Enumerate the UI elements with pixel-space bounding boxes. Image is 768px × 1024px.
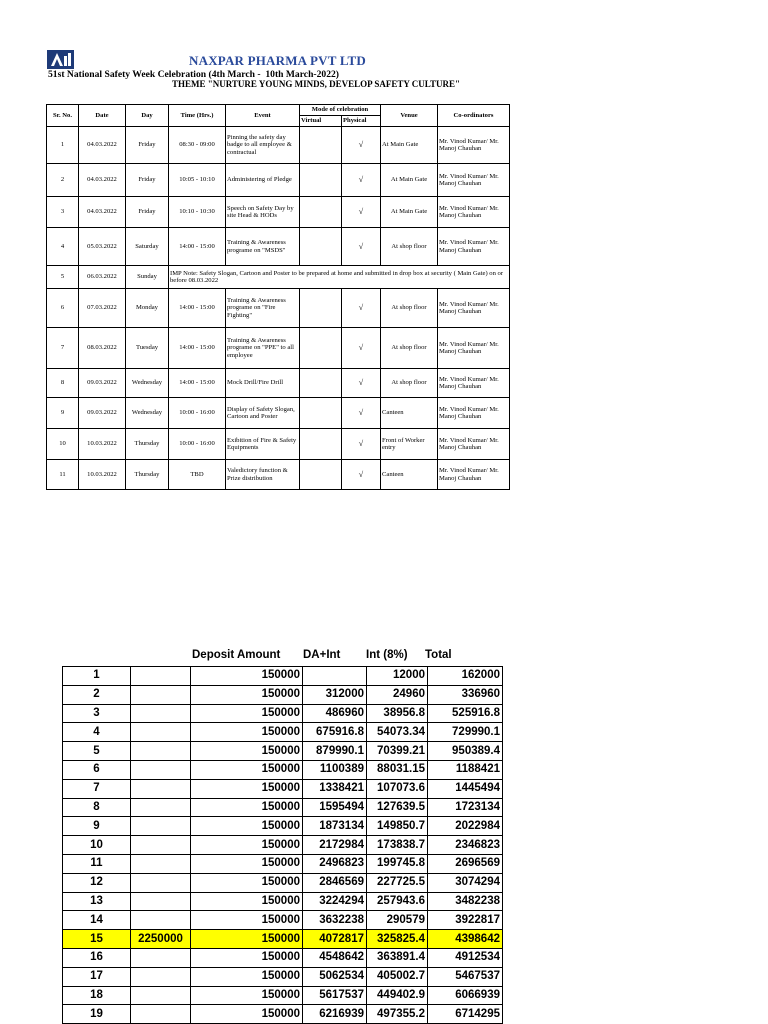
deposit-amount-cell: 150000 <box>191 779 303 798</box>
schedule-row <box>47 289 510 328</box>
extra-amount-cell <box>131 742 191 761</box>
interest-cell: 173838.7 <box>367 836 428 855</box>
time-cell: 10:00 - 16:00 <box>169 429 226 460</box>
sr-no-cell: 11 <box>47 460 79 490</box>
virtual-cell <box>300 328 342 369</box>
header-da-int: DA+Int <box>303 649 341 661</box>
da-int-cell: 4072817 <box>303 930 367 949</box>
deposit-amount-cell: 150000 <box>191 836 303 855</box>
deposit-amount-cell: 150000 <box>191 1005 303 1024</box>
time-cell: 10:00 - 16:00 <box>169 398 226 429</box>
sr-no-cell: 3 <box>47 197 79 228</box>
virtual-cell <box>300 164 342 197</box>
deposit-row <box>63 760 503 779</box>
deposit-row <box>63 779 503 798</box>
time-cell: 14:00 - 15:00 <box>169 328 226 369</box>
physical-check-cell: √ <box>342 289 381 328</box>
total-cell: 950389.4 <box>428 742 503 761</box>
venue-cell: At Main Gate <box>381 164 438 197</box>
sr-no-cell: 6 <box>47 289 79 328</box>
venue-cell: At Main Gate <box>381 197 438 228</box>
da-int-cell: 3632238 <box>303 911 367 930</box>
coordinators-cell: Mr. Vinod Kumar/ Mr. Manoj Chauhan <box>438 460 510 490</box>
interest-cell: 497355.2 <box>367 1005 428 1024</box>
da-int-cell: 2496823 <box>303 854 367 873</box>
schedule-row <box>47 127 510 164</box>
sr-no-cell: 5 <box>47 266 79 289</box>
time-cell: 10:10 - 10:30 <box>169 197 226 228</box>
schedule-row <box>47 164 510 197</box>
interest-cell: 405002.7 <box>367 967 428 986</box>
deposit-row <box>63 798 503 817</box>
date-cell: 04.03.2022 <box>79 127 126 164</box>
physical-check-cell: √ <box>342 398 381 429</box>
total-cell: 3074294 <box>428 873 503 892</box>
deposit-row <box>63 873 503 892</box>
interest-cell: 54073.34 <box>367 723 428 742</box>
row-number-cell: 17 <box>63 967 131 986</box>
venue-cell: At shop floor <box>381 228 438 266</box>
schedule-row <box>47 460 510 490</box>
deposit-row <box>63 1005 503 1024</box>
deposit-body <box>63 667 503 1024</box>
schedule-row <box>47 429 510 460</box>
coordinators-cell: Mr. Vinod Kumar/ Mr. Manoj Chauhan <box>438 429 510 460</box>
naxpar-logo-icon <box>47 50 74 69</box>
deposit-amount-cell: 150000 <box>191 873 303 892</box>
da-int-cell: 1100389 <box>303 760 367 779</box>
interest-cell: 227725.5 <box>367 873 428 892</box>
deposit-row <box>63 742 503 761</box>
coordinators-cell: Mr. Vinod Kumar/ Mr. Manoj Chauhan <box>438 164 510 197</box>
coordinators-cell: Mr. Vinod Kumar/ Mr. Manoj Chauhan <box>438 127 510 164</box>
da-int-cell <box>303 667 367 686</box>
header-interest: Int (8%) <box>366 649 408 661</box>
deposit-row <box>63 911 503 930</box>
extra-amount-cell <box>131 836 191 855</box>
deposit-amount-cell: 150000 <box>191 986 303 1005</box>
virtual-cell <box>300 197 342 228</box>
date-cell: 09.03.2022 <box>79 398 126 429</box>
row-number-cell: 13 <box>63 892 131 911</box>
interest-cell: 70399.21 <box>367 742 428 761</box>
deposit-amount-cell: 150000 <box>191 723 303 742</box>
date-cell: 10.03.2022 <box>79 460 126 490</box>
deposit-row <box>63 667 503 686</box>
physical-check-cell: √ <box>342 197 381 228</box>
interest-cell: 149850.7 <box>367 817 428 836</box>
time-cell: 08:30 - 09:00 <box>169 127 226 164</box>
date-cell: 10.03.2022 <box>79 429 126 460</box>
event-cell: Exibition of Fire & Safety Equipments <box>226 429 300 460</box>
extra-amount-cell <box>131 779 191 798</box>
venue-cell: At shop floor <box>381 369 438 398</box>
extra-amount-cell: 2250000 <box>131 930 191 949</box>
total-cell: 162000 <box>428 667 503 686</box>
total-cell: 3482238 <box>428 892 503 911</box>
header-sr-no: Sr. No. <box>47 105 79 127</box>
deposit-amount-cell: 150000 <box>191 930 303 949</box>
extra-amount-cell <box>131 967 191 986</box>
virtual-cell <box>300 369 342 398</box>
venue-cell: At shop floor <box>381 289 438 328</box>
sr-no-cell: 8 <box>47 369 79 398</box>
time-cell: 14:00 - 15:00 <box>169 289 226 328</box>
deposit-amount-cell: 150000 <box>191 892 303 911</box>
physical-check-cell: √ <box>342 369 381 398</box>
extra-amount-cell <box>131 873 191 892</box>
time-cell: 10:05 - 10:10 <box>169 164 226 197</box>
da-int-cell: 5062534 <box>303 967 367 986</box>
sr-no-cell: 10 <box>47 429 79 460</box>
deposit-amount-cell: 150000 <box>191 817 303 836</box>
venue-cell: Canteen <box>381 398 438 429</box>
da-int-cell: 486960 <box>303 704 367 723</box>
deposit-amount-cell: 150000 <box>191 911 303 930</box>
interest-cell: 24960 <box>367 685 428 704</box>
date-cell: 09.03.2022 <box>79 369 126 398</box>
header-coordinators: Co-ordinators <box>438 105 510 127</box>
schedule-row <box>47 369 510 398</box>
row-number-cell: 12 <box>63 873 131 892</box>
deposit-amount-cell: 150000 <box>191 704 303 723</box>
interest-cell: 88031.15 <box>367 760 428 779</box>
da-int-cell: 312000 <box>303 685 367 704</box>
venue-cell: At shop floor <box>381 328 438 369</box>
row-number-cell: 9 <box>63 817 131 836</box>
physical-check-cell: √ <box>342 228 381 266</box>
day-cell: Wednesday <box>126 398 169 429</box>
interest-cell: 199745.8 <box>367 854 428 873</box>
event-cell: Display of Safety Slogan, Cartoon and Poster <box>226 398 300 429</box>
schedule-body <box>47 127 510 490</box>
safety-week-schedule-table <box>46 104 510 490</box>
deposit-row <box>63 836 503 855</box>
virtual-cell <box>300 228 342 266</box>
extra-amount-cell <box>131 911 191 930</box>
row-number-cell: 15 <box>63 930 131 949</box>
physical-check-cell: √ <box>342 164 381 197</box>
da-int-cell: 1338421 <box>303 779 367 798</box>
extra-amount-cell <box>131 704 191 723</box>
interest-cell: 107073.6 <box>367 779 428 798</box>
physical-check-cell: √ <box>342 127 381 164</box>
interest-cell: 12000 <box>367 667 428 686</box>
deposit-table <box>62 666 503 1024</box>
da-int-cell: 879990.1 <box>303 742 367 761</box>
row-number-cell: 19 <box>63 1005 131 1024</box>
physical-check-cell: √ <box>342 429 381 460</box>
extra-amount-cell <box>131 667 191 686</box>
header-deposit-amount: Deposit Amount <box>192 649 281 661</box>
row-number-cell: 11 <box>63 854 131 873</box>
event-cell: Training & Awareness programe on "PPE" to all employee <box>226 328 300 369</box>
total-cell: 1723134 <box>428 798 503 817</box>
row-number-cell: 10 <box>63 836 131 855</box>
da-int-cell: 2846569 <box>303 873 367 892</box>
coordinators-cell: Mr. Vinod Kumar/ Mr. Manoj Chauhan <box>438 398 510 429</box>
day-cell: Friday <box>126 197 169 228</box>
sr-no-cell: 2 <box>47 164 79 197</box>
time-cell: 14:00 - 15:00 <box>169 369 226 398</box>
total-cell: 2696569 <box>428 854 503 873</box>
extra-amount-cell <box>131 1005 191 1024</box>
header-time: Time (Hrs.) <box>169 105 226 127</box>
row-number-cell: 4 <box>63 723 131 742</box>
extra-amount-cell <box>131 798 191 817</box>
interest-cell: 38956.8 <box>367 704 428 723</box>
interest-cell: 127639.5 <box>367 798 428 817</box>
day-cell: Saturday <box>126 228 169 266</box>
event-cell: Speech on Safety Day by site Head & HODs <box>226 197 300 228</box>
total-cell: 6714295 <box>428 1005 503 1024</box>
total-cell: 2022984 <box>428 817 503 836</box>
date-cell: 07.03.2022 <box>79 289 126 328</box>
date-cell: 06.03.2022 <box>79 266 126 289</box>
total-cell: 4912534 <box>428 948 503 967</box>
row-number-cell: 8 <box>63 798 131 817</box>
virtual-cell <box>300 429 342 460</box>
row-number-cell: 14 <box>63 911 131 930</box>
event-cell: Pinning the safety day badge to all employee & contractual <box>226 127 300 164</box>
sr-no-cell: 4 <box>47 228 79 266</box>
note-cell: IMP Note: Safety Slogan, Cartoon and Poster to be prepared at home and submitted in drop box at security ( Main Gate) on or before 08.03.2022 <box>169 266 510 289</box>
da-int-cell: 2172984 <box>303 836 367 855</box>
coordinators-cell: Mr. Vinod Kumar/ Mr. Manoj Chauhan <box>438 328 510 369</box>
extra-amount-cell <box>131 948 191 967</box>
schedule-row <box>47 398 510 429</box>
row-number-cell: 1 <box>63 667 131 686</box>
interest-cell: 363891.4 <box>367 948 428 967</box>
company-name: NAXPAR PHARMA PVT LTD <box>189 53 366 68</box>
total-cell: 3922817 <box>428 911 503 930</box>
event-cell: Administering of Pledge <box>226 164 300 197</box>
header-physical: Physical <box>342 116 381 127</box>
total-cell: 6066939 <box>428 986 503 1005</box>
da-int-cell: 675916.8 <box>303 723 367 742</box>
event-cell: Training & Awareness programe on "MSDS" <box>226 228 300 266</box>
day-cell: Thursday <box>126 460 169 490</box>
day-cell: Thursday <box>126 429 169 460</box>
header-total: Total <box>425 649 452 661</box>
row-number-cell: 3 <box>63 704 131 723</box>
event-theme: THEME "NURTURE YOUNG MINDS, DEVELOP SAFETY CULTURE" <box>172 79 460 89</box>
physical-check-cell: √ <box>342 328 381 369</box>
event-subtitle: 51st National Safety Week Celebration (4th March - 10th March-2022) <box>48 69 339 80</box>
date-cell: 04.03.2022 <box>79 197 126 228</box>
coordinators-cell: Mr. Vinod Kumar/ Mr. Manoj Chauhan <box>438 197 510 228</box>
extra-amount-cell <box>131 892 191 911</box>
interest-cell: 257943.6 <box>367 892 428 911</box>
sr-no-cell: 1 <box>47 127 79 164</box>
da-int-cell: 5617537 <box>303 986 367 1005</box>
physical-check-cell: √ <box>342 460 381 490</box>
da-int-cell: 6216939 <box>303 1005 367 1024</box>
row-number-cell: 18 <box>63 986 131 1005</box>
deposit-amount-cell: 150000 <box>191 760 303 779</box>
header-date: Date <box>79 105 126 127</box>
venue-cell: Canteen <box>381 460 438 490</box>
row-number-cell: 6 <box>63 760 131 779</box>
header-event: Event <box>226 105 300 127</box>
deposit-amount-cell: 150000 <box>191 798 303 817</box>
interest-cell: 290579 <box>367 911 428 930</box>
da-int-cell: 1873134 <box>303 817 367 836</box>
day-cell: Sunday <box>126 266 169 289</box>
header-virtual: Virtual <box>300 116 342 127</box>
extra-amount-cell <box>131 723 191 742</box>
total-cell: 525916.8 <box>428 704 503 723</box>
time-cell: 14:00 - 15:00 <box>169 228 226 266</box>
date-cell: 05.03.2022 <box>79 228 126 266</box>
coordinators-cell: Mr. Vinod Kumar/ Mr. Manoj Chauhan <box>438 289 510 328</box>
deposit-row <box>63 723 503 742</box>
header-mode-of-celebration: Mode of celebration <box>300 105 381 116</box>
sr-no-cell: 7 <box>47 328 79 369</box>
day-cell: Wednesday <box>126 369 169 398</box>
deposit-row-highlighted <box>63 930 503 949</box>
schedule-row <box>47 328 510 369</box>
event-cell: Training & Awareness programe on "Fire Fighting" <box>226 289 300 328</box>
sr-no-cell: 9 <box>47 398 79 429</box>
da-int-cell: 4548642 <box>303 948 367 967</box>
total-cell: 336960 <box>428 685 503 704</box>
row-number-cell: 2 <box>63 685 131 704</box>
total-cell: 5467537 <box>428 967 503 986</box>
event-cell: Mock Drill/Fire Drill <box>226 369 300 398</box>
venue-cell: Front of Worker entry <box>381 429 438 460</box>
coordinators-cell: Mr. Vinod Kumar/ Mr. Manoj Chauhan <box>438 228 510 266</box>
day-cell: Tuesday <box>126 328 169 369</box>
deposit-row <box>63 892 503 911</box>
extra-amount-cell <box>131 986 191 1005</box>
deposit-row <box>63 967 503 986</box>
deposit-row <box>63 948 503 967</box>
deposit-amount-cell: 150000 <box>191 742 303 761</box>
row-number-cell: 16 <box>63 948 131 967</box>
header-venue: Venue <box>381 105 438 127</box>
da-int-cell: 1595494 <box>303 798 367 817</box>
coordinators-cell: Mr. Vinod Kumar/ Mr. Manoj Chauhan <box>438 369 510 398</box>
da-int-cell: 3224294 <box>303 892 367 911</box>
day-cell: Friday <box>126 127 169 164</box>
deposit-amount-cell: 150000 <box>191 967 303 986</box>
deposit-amount-cell: 150000 <box>191 948 303 967</box>
total-cell: 1188421 <box>428 760 503 779</box>
time-cell: TBD <box>169 460 226 490</box>
deposit-amount-cell: 150000 <box>191 685 303 704</box>
extra-amount-cell <box>131 760 191 779</box>
virtual-cell <box>300 460 342 490</box>
header-day: Day <box>126 105 169 127</box>
schedule-row <box>47 197 510 228</box>
virtual-cell <box>300 289 342 328</box>
deposit-row <box>63 986 503 1005</box>
deposit-row <box>63 685 503 704</box>
event-cell: Valedictory function & Prize distribution <box>226 460 300 490</box>
deposit-amount-cell: 150000 <box>191 854 303 873</box>
deposit-row <box>63 704 503 723</box>
deposit-row <box>63 854 503 873</box>
row-number-cell: 7 <box>63 779 131 798</box>
schedule-row <box>47 266 510 289</box>
date-cell: 04.03.2022 <box>79 164 126 197</box>
total-cell: 2346823 <box>428 836 503 855</box>
interest-cell: 449402.9 <box>367 986 428 1005</box>
day-cell: Friday <box>126 164 169 197</box>
virtual-cell <box>300 398 342 429</box>
total-cell: 729990.1 <box>428 723 503 742</box>
total-cell: 4398642 <box>428 930 503 949</box>
interest-cell: 325825.4 <box>367 930 428 949</box>
schedule-row <box>47 228 510 266</box>
row-number-cell: 5 <box>63 742 131 761</box>
extra-amount-cell <box>131 685 191 704</box>
extra-amount-cell <box>131 854 191 873</box>
virtual-cell <box>300 127 342 164</box>
date-cell: 08.03.2022 <box>79 328 126 369</box>
day-cell: Monday <box>126 289 169 328</box>
total-cell: 1445494 <box>428 779 503 798</box>
deposit-table-header <box>62 649 502 665</box>
extra-amount-cell <box>131 817 191 836</box>
deposit-row <box>63 817 503 836</box>
deposit-amount-cell: 150000 <box>191 667 303 686</box>
venue-cell: At Main Gate <box>381 127 438 164</box>
